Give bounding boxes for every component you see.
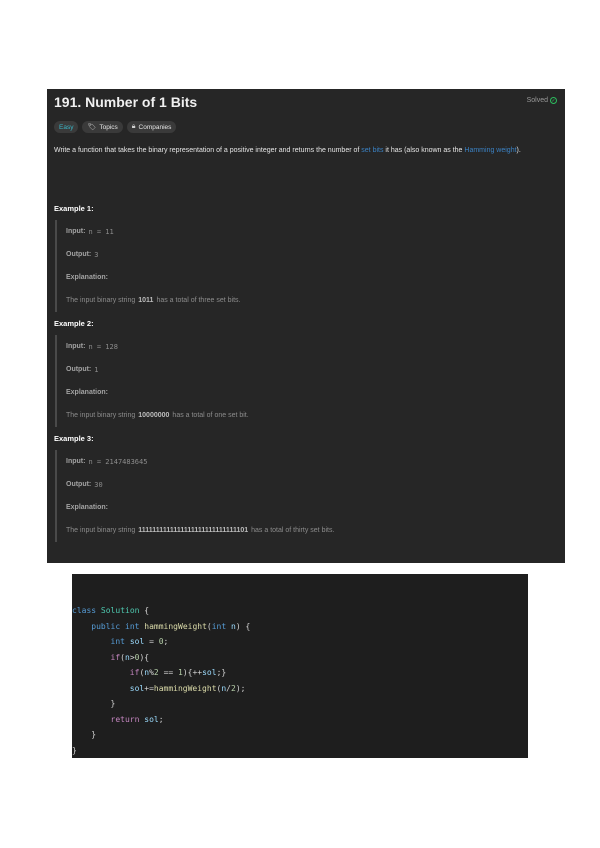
code-line: }: [72, 745, 77, 755]
solved-status: [527, 97, 557, 104]
input-value: n = 2147483645: [88, 457, 148, 466]
example-input: [66, 220, 546, 243]
explanation-text: The input binary string: [66, 297, 136, 304]
hamming-weight-link[interactable]: Hamming weight: [464, 147, 517, 154]
set-bits-link[interactable]: set bits: [361, 147, 384, 154]
explanation-text: The input binary string: [66, 412, 136, 419]
example-input: [66, 335, 546, 358]
example-output: [66, 358, 546, 381]
code-line: return sol;: [110, 714, 164, 724]
example-2-title: Example 2:: [54, 319, 94, 328]
description-text: Write a function that takes the binary representation of a positive integer and returns the number of: [54, 147, 362, 154]
example-explanation-label: [66, 381, 546, 404]
example-1-title: Example 1:: [54, 204, 94, 213]
difficulty-badge: [54, 121, 78, 133]
output-label: Output:: [66, 251, 92, 258]
input-label: Input:: [66, 228, 86, 235]
problem-description: [54, 145, 559, 156]
code-line: public int hammingWeight(int n) {: [91, 621, 251, 631]
output-value: 3: [94, 250, 99, 259]
explanation-label: Explanation:: [66, 389, 109, 396]
companies-button[interactable]: [127, 121, 177, 133]
problem-panel: [47, 89, 565, 563]
output-label: Output:: [66, 366, 92, 373]
tag-row: [54, 121, 176, 133]
code-body: [72, 603, 250, 758]
example-explanation: [66, 289, 546, 312]
topics-label: Topics: [99, 123, 118, 131]
code-line: }: [72, 699, 116, 708]
binary-string: 1111111111111111111111111111101: [138, 527, 249, 534]
binary-string: 1011: [138, 297, 154, 304]
code-line: int sol = 0;: [110, 637, 169, 646]
output-value: 1: [94, 365, 99, 374]
explanation-text: has a total of thirty set bits.: [251, 527, 335, 534]
code-line: class Solution {: [72, 606, 150, 615]
code-line: sol+=hammingWeight(n/2);: [129, 683, 246, 693]
output-value: 30: [94, 480, 103, 489]
example-3-title: Example 3:: [54, 434, 94, 443]
code-line: }: [72, 730, 97, 739]
explanation-text: The input binary string: [66, 527, 136, 534]
input-value: n = 128: [88, 342, 118, 351]
example-explanation: [66, 404, 546, 427]
code-line: if(n%2 == 1){++sol;}: [129, 668, 227, 677]
example-input: [66, 450, 546, 473]
problem-title: 191. Number of 1 Bits: [54, 94, 198, 110]
example-output: [66, 243, 546, 266]
binary-string: 10000000: [138, 412, 170, 419]
example-1-block: [55, 220, 546, 312]
explanation-label: Explanation:: [66, 504, 109, 511]
input-label: Input:: [66, 343, 86, 350]
input-label: Input:: [66, 458, 86, 465]
example-explanation-label: [66, 496, 546, 519]
example-3-block: [55, 450, 546, 542]
lock-icon: 🔒︎: [131, 123, 136, 130]
explanation-text: has a total of one set bit.: [172, 412, 249, 419]
difficulty-label: Easy: [59, 123, 74, 131]
example-explanation: [66, 519, 546, 542]
explanation-label: Explanation:: [66, 274, 109, 281]
code-line: if(n>0){: [110, 652, 150, 662]
code-editor[interactable]: [72, 574, 528, 758]
solved-label: Solved: [526, 97, 548, 104]
description-text: ).: [516, 147, 521, 154]
output-label: Output:: [66, 481, 92, 488]
topics-button[interactable]: [82, 121, 122, 133]
explanation-text: has a total of three set bits.: [156, 297, 241, 304]
example-2-block: [55, 335, 546, 427]
tag-icon: 🏷︎: [87, 124, 97, 131]
example-explanation-label: [66, 266, 546, 289]
description-text: it has (also known as the: [383, 147, 465, 154]
check-circle-icon: ✓: [551, 98, 556, 104]
companies-label: Companies: [138, 123, 172, 131]
input-value: n = 11: [88, 227, 114, 236]
example-output: [66, 473, 546, 496]
